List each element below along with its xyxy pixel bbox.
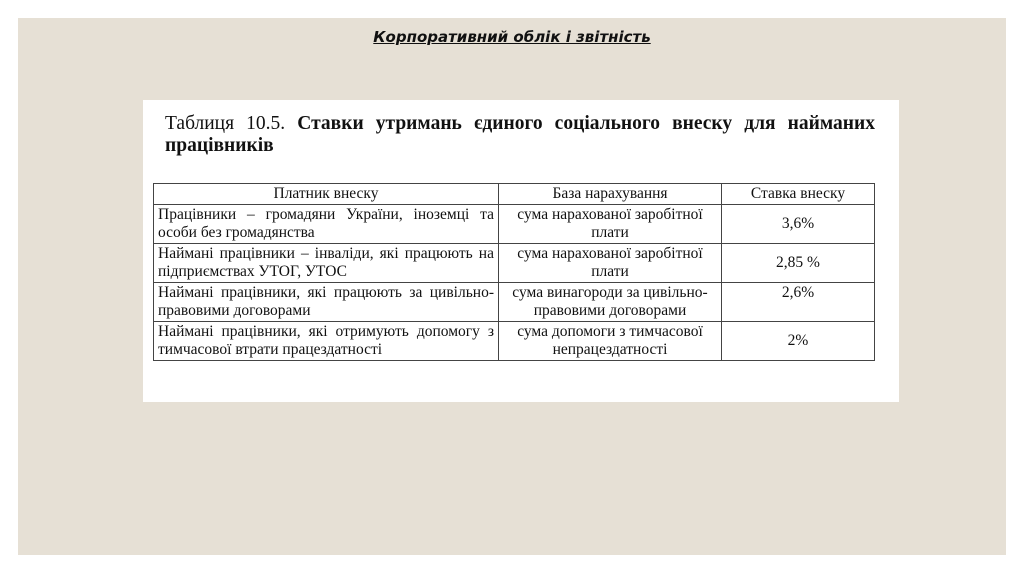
cell-base: сума нарахованої заробітної плати: [499, 205, 722, 244]
table-row: [154, 244, 875, 283]
cell-base: сума нарахованої заробітної плати: [499, 244, 722, 283]
contribution-rates-table: [153, 183, 875, 361]
cell-base: сума винагороди за цивільно-правовими договорами: [499, 283, 722, 322]
column-header-payer: Платник внеску: [154, 184, 499, 205]
cell-rate: 2,6%: [722, 283, 875, 322]
document-excerpt: [143, 100, 899, 402]
cell-payer: Наймані працівники – інваліди, які працюють на підприємствах УТОГ, УТОС: [154, 244, 499, 283]
cell-payer: Працівники – громадяни України, іноземці та особи без громадянства: [154, 205, 499, 244]
table-row: [154, 205, 875, 244]
table-caption: [165, 113, 875, 157]
cell-rate: 2,85 %: [722, 244, 875, 283]
cell-payer: Наймані працівники, які отримують допомогу з тимчасової втрати працездатності: [154, 322, 499, 361]
cell-payer: Наймані працівники, які працюють за цивільно-правовими договорами: [154, 283, 499, 322]
table-row: [154, 322, 875, 361]
column-header-rate: Ставка внеску: [722, 184, 875, 205]
column-header-base: База нарахування: [499, 184, 722, 205]
cell-base: сума допомоги з тимчасової непрацездатності: [499, 322, 722, 361]
slide-title: Корпоративний облік і звітність: [373, 28, 651, 46]
table-header-row: [154, 184, 875, 205]
cell-rate: 2%: [722, 322, 875, 361]
caption-title: Ставки утримань єдиного соціального внеску для найманих працівників: [165, 113, 876, 156]
cell-rate: 3,6%: [722, 205, 875, 244]
table-row: [154, 283, 875, 322]
caption-prefix: Таблиця 10.5.: [165, 113, 286, 134]
slide: [18, 18, 1006, 555]
